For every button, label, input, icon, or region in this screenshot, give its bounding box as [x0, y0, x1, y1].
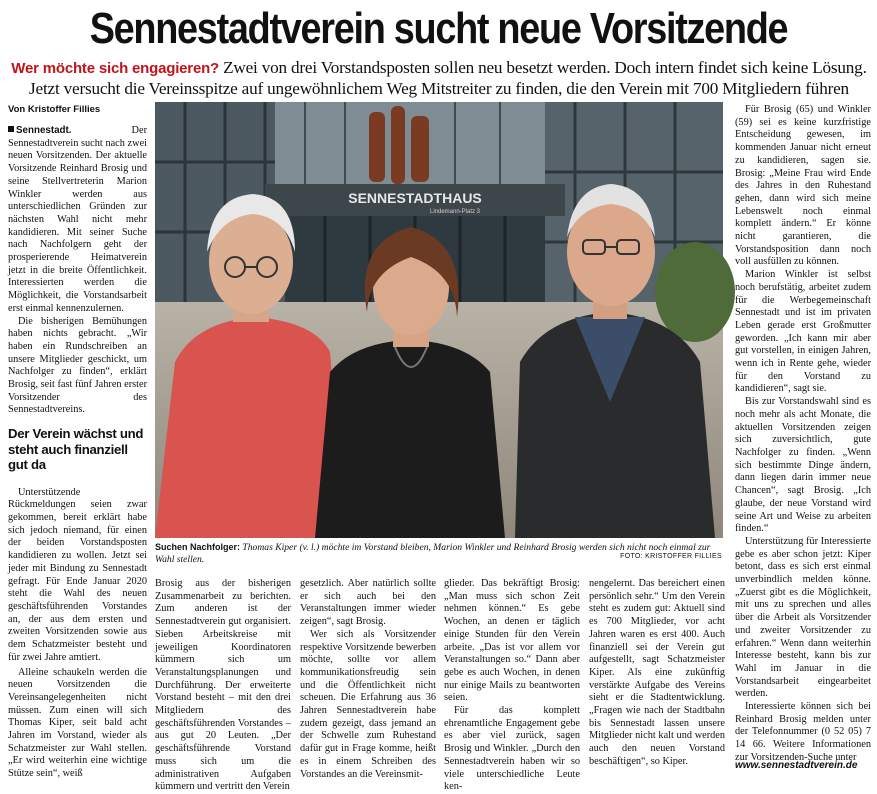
column-6 — [735, 104, 871, 765]
paragraph: Interessierte können sich bei Reinhard Brosig melden unter der Telefonnummer (0 52 05) 7 14 66. Weitere Informationen zur Vorsitzenden-Suche unter — [735, 701, 871, 763]
website-link[interactable]: www.sennestadtverein.de — [735, 760, 858, 771]
paragraph: Die bisherigen Bemühungen haben nichts gebracht. „Wir haben ein Rundschreiben an unsere Mitglieder geschickt, um Nachfolger zu finden“, erklärt Brosig, seit fast fünf Jahren erster Vorsitzender des Sennestadtvereins. — [8, 315, 147, 416]
photo-credit: FOTO: KRISTOFFER FILLIES — [620, 553, 722, 560]
paragraph: Unterstützende Rückmeldungen seien zwar gekommen, bereit erklärt habe sich jedoch niemand, für einen der beiden Vorstandsposten kandidieren zu wollen. Jetzt sei jeder mit Bindung zu Sennestadt gefragt. Für Ende Januar 2020 steht die Wahl des neuen geschäftsführenden Vorstandes an, der aus dem ersten und zweiten Vorsitzenden sowie aus dem Schatzmeister besteht und für zwei Jahre amtiert. — [8, 486, 147, 663]
article-photo — [155, 102, 723, 538]
column-1 — [8, 125, 147, 781]
caption-lead: Suchen Nachfolger: — [155, 542, 241, 552]
caption-text: Thomas Kiper (v. l.) möchte im Vorstand bleiben, Marion Winkler und Reinhard Brosig werden sich nicht noch einmal zur Wahl stellen. — [155, 542, 711, 565]
paragraph: glieder. Das bekräftigt Brosig: „Man muss sich schon Zeit nehmen können.“ Es gebe Wochen, an denen er täglich einige Stunden für den Verein arbeite. „Das ist vor allem vor Veranstaltungen so.“ Dann aber gebe es auch Wochen, in denen nur einige Mails zu beantworten seien. — [444, 578, 580, 704]
kicker: Wer möchte sich engagieren? — [11, 60, 220, 77]
lead-square-icon — [8, 126, 14, 132]
column-3 — [300, 578, 436, 781]
paragraph: Brosig aus der bisherigen Zusammenarbeit zu berichten. Zum anderen ist der Sennestadtverein gut organisiert. Sieben Arbeitskreise mit jeweiligen Koordinatoren kümmern sich um Veranstaltungsplanungen und Durchführung. Der erweiterte Vorstand besteht – mit den drei Mitgliedern des geschäftsführenden Vorstandes – aus gut 20 Leuten. „Der geschäftsführende Vorstand muss sich um die administrativen Aufgaben kümmern und vertritt den Verein — [155, 578, 291, 793]
paragraph: Marion Winkler ist selbst noch berufstätig, arbeitet zudem für die Werbegemeinschaft Sennestadt und ist im privaten Leben gerade erst Großmutter geworden. „Ich kann mir aber gut vorstellen, in einigen Jahren, wenn ich in Rente gehe, wieder für den Vorstand zu kandidieren“, sagt sie. — [735, 269, 871, 395]
interhead: Der Verein wächst und steht auch finanziell gut da — [8, 426, 144, 473]
paragraph: Wer sich als Vorsitzender respektive Vorsitzende bewerben möchte, sollte vor allem kommunikationsfreudig sein und die Öffentlichkeit nicht scheuen. Die Erfahrung aus 36 Jahren Sennestadtverein habe zudem gezeigt, dass jemand an der Schwelle zum Ruhestand dafür gut in Frage komme, heißt es in einem Schreiben des Vorstandes an die Vereinsmit- — [300, 628, 436, 780]
place-tag: Sennestadt. — [16, 125, 72, 136]
paragraph: Unterstützung für Interessierte gebe es aber schon jetzt: Kiper betont, dass es sich erst einmal unverbindlich melden könne. „Zuerst gibt es die Möglichkeit, mit uns zu sprechen und alles über die Arbeit als Vorsitzender und zweiter Vorsitzender zu erfahren.“ Wenn dann weiterhin Interesse besteht, kann bis zur Wahl im Januar in die Vorstandsarbeit eingearbeitet werden. — [735, 535, 871, 700]
paragraph: Alleine schaukeln werden die neuen Vorsitzenden die Vereinsangelegenheiten nicht müssen. Zum einen will sich Thomas Kiper, seit bald acht Jahren im Vorstand, wieder als Schatzmeister zur Wahl stellen. „Er wird weiterhin eine wichtige Stütze sein“, weiß — [8, 666, 147, 780]
subhead-text: Zwei von drei Vorstandsposten sollen neu besetzt werden. Doch intern findet sich keine Lösung. Jetzt versucht die Vereinsspitze auf ungewöhnlichem Weg Mitstreiter zu finden, die den Verein mit 700 Mitgliedern führen — [29, 58, 867, 98]
paragraph: Sennestadt. Der Sennestadtverein sucht nach zwei neuen Vorsitzenden. Der aktuelle Vorsitzende Reinhard Brosig und seine Stellvertreterin Marion Winkler werden aus unterschiedlichen Gründen zur nächsten Wahl nicht mehr kandidieren. Mit seiner Suche nach Nachfolgern geht der prosperierende Heimatverein jetzt in die breite Öffentlichkeit. Interessierten werden die Möglichkeit, die Vorstandsarbeit erst einmal kennenzulernen. — [8, 125, 147, 314]
paragraph: nengelernt. Das bereichert einen persönlich sehr.“ Um den Verein steht es zudem gut: Aktuell sind es 700 Mitglieder, vor acht Jahren waren es erst 400. Auch finanziell sei der Verein gut aufgestellt, sagt Schatzmeister Kiper. Als eine zukünftig verstärkte Aufgabe des Vereins sieht er die Stadtentwicklung. „Fragen wie nach der Stadtbahn bis Sennestadt lassen unsere Mitglieder nicht kalt und werden auch den neuen Vorstand beschäftigen“, so Kiper. — [589, 578, 725, 767]
paragraph: Bis zur Vorstandswahl sind es noch mehr als acht Monate, die aktuellen Vorsitzenden zeigen sich zuversichtlich, gute Nachfolger zu finden. „Wenn sich bestimmte Dinge ändern, dann liegen darin immer neue Chancen“, sagt Brosig. „Ich glaube, der neue Vorstand wird seine Art und Weise zu arbeiten finden.“ — [735, 396, 871, 535]
byline: Von Kristoffer Fillies — [8, 104, 101, 115]
paragraph: Für Brosig (65) und Winkler (59) sei es keine kurzfristige Entscheidung gewesen, im kommenden Januar nicht erneut zu kandidieren, sagen sie. Brosig: „Meine Frau wird Ende des Jahres in den Ruhestand gehen, dann wird sich meine Lebenswelt noch einmal komplett ändern.“ Er könne nicht garantieren, die Vorstandsposition dann noch voll ausfüllen zu können. — [735, 104, 871, 268]
paragraph: Für das komplett ehrenamtliche Engagement gebe es aber viel zurück, sagen Brosig und Winkler. „Durch den Sennestadtverein haben wir so viele unterschiedliche Leute ken- — [444, 705, 580, 793]
column-2 — [155, 578, 291, 794]
column-5 — [589, 578, 725, 769]
photo-illustration — [155, 102, 723, 538]
photo-sign-sub: Lindemann-Platz 3 — [429, 209, 481, 215]
headline: Sennestadtverein sucht neue Vorsitzende — [89, 4, 788, 53]
photo-sign: SENNESTADTHAUS — [348, 190, 482, 206]
paragraph: gesetzlich. Aber natürlich sollte er sich auch bei den Veranstaltungen immer wieder zeigen“, sagt Brosig. — [300, 578, 436, 628]
column-4 — [444, 578, 580, 794]
